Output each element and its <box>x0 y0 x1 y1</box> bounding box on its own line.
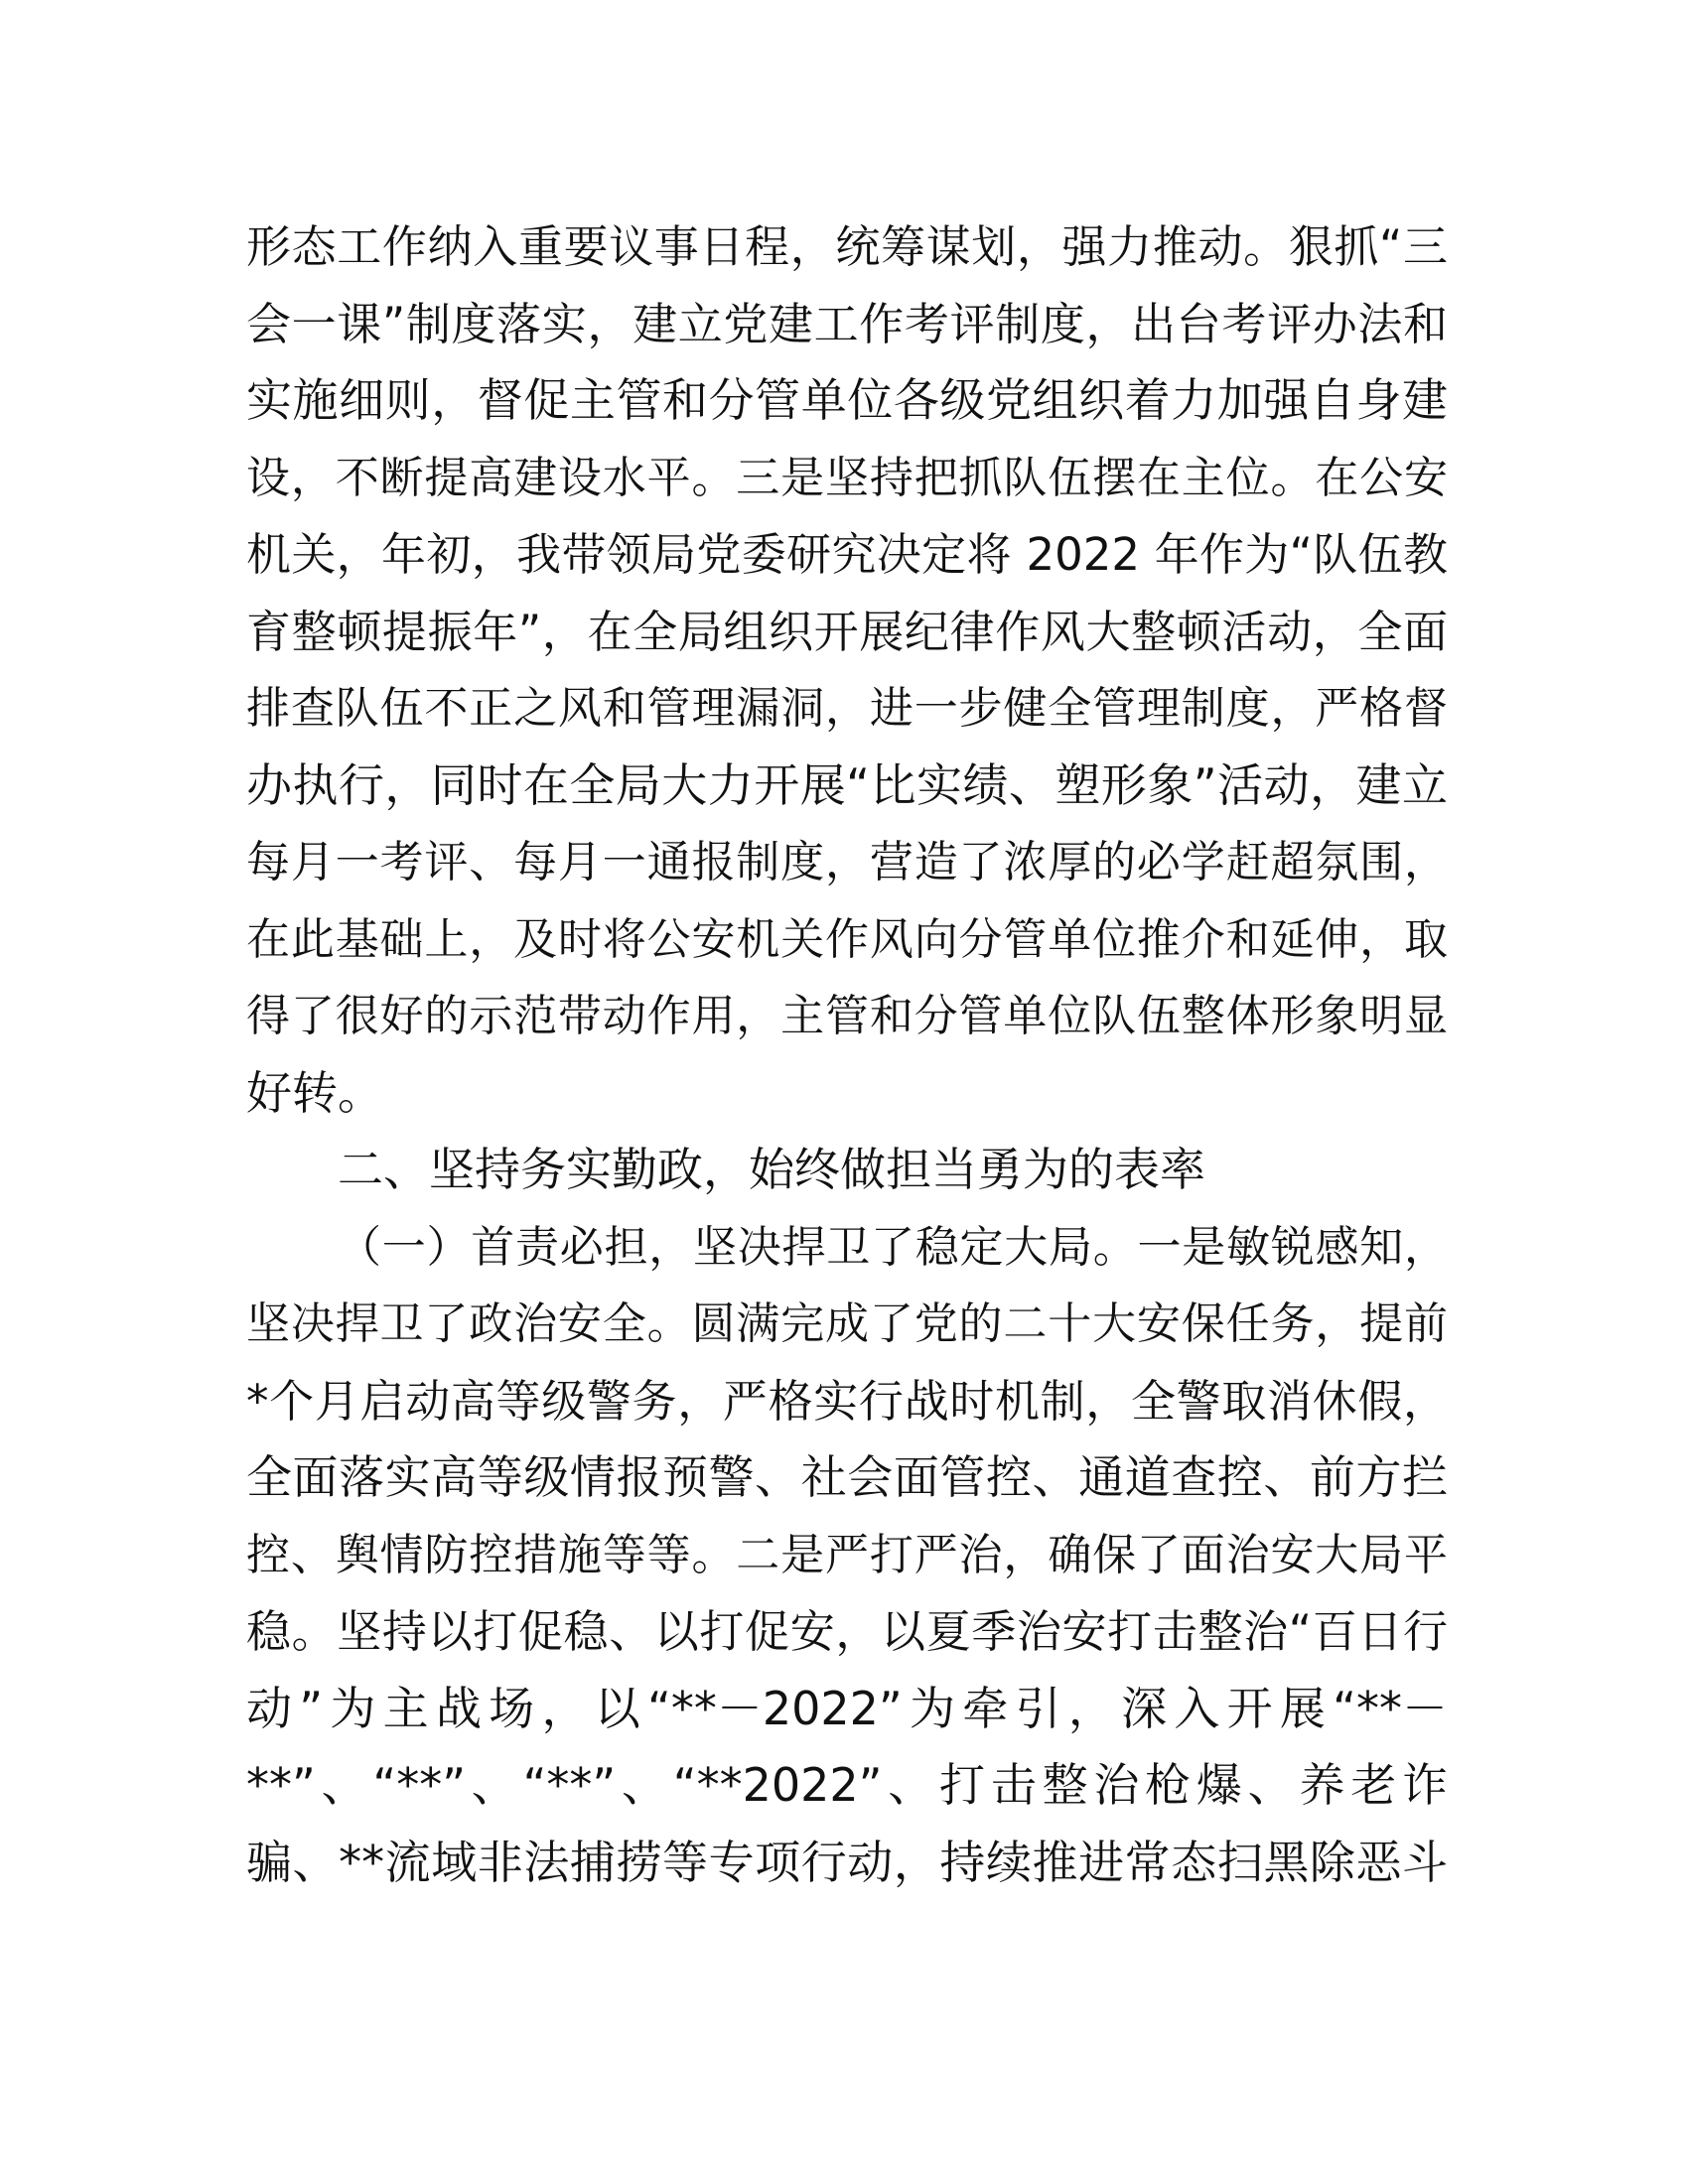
text-line: 在此基础上，及时将公安机关作风向分管单位推介和延伸，取 <box>246 913 1448 965</box>
text-line: 设，不断提高建设水平。三是坚持把抓队伍摆在主位。在公安 <box>246 452 1448 503</box>
text-line: 骗、**流域非法捕捞等专项行动，持续推进常态扫黑除恶斗 <box>246 1835 1448 1889</box>
text-line: 排查队伍不正之风和管理漏洞，进一步健全管理制度，严格督 <box>246 683 1448 734</box>
paragraph-stability <box>246 1209 1448 1902</box>
text-line: 好转。 <box>246 1065 383 1120</box>
text-line: 稳。坚持以打促稳、以打促安，以夏季治安打击整治“百日行 <box>246 1605 1448 1658</box>
text-line: 控、舆情防控措施等等。二是严打严治，确保了面治安大局平 <box>246 1529 1448 1580</box>
section-heading-text: 二、坚持务实勤政，始终做担当勇为的表率 <box>338 1143 1205 1196</box>
text-line: 实施细则，督促主管和分管单位各级党组织着力加强自身建 <box>246 373 1448 427</box>
section-heading <box>246 1132 1448 1209</box>
paragraph-party-building <box>246 208 1448 1132</box>
text-line: 坚决捍卫了政治安全。圆满完成了党的二十大安保任务，提前 <box>246 1298 1448 1349</box>
text-line: （一）首责必担，坚决捍卫了稳定大局。一是敏锐感知， <box>338 1221 1448 1273</box>
text-line: 形态工作纳入重要议事日程，统筹谋划，强力推动。狠抓“三 <box>246 220 1448 273</box>
text-line: 机关，年初，我带领局党委研究决定将 2022 年作为“队伍教 <box>246 528 1448 581</box>
text-line: 办执行，同时在全局大力开展“比实绩、塑形象”活动，建立 <box>246 757 1448 812</box>
text-line: **”、“**”、“**”、“**2022”、打击整治枪爆、养老诈 <box>246 1758 1448 1812</box>
document-body <box>246 208 1448 1901</box>
text-line: *个月启动高等级警务，严格实行战时机制，全警取消休假， <box>246 1374 1448 1428</box>
text-line: 得了很好的示范带动作用，主管和分管单位队伍整体形象明显 <box>246 991 1448 1041</box>
text-line: 会一课”制度落实，建立党建工作考评制度，出台考评办法和 <box>246 297 1448 350</box>
text-line: 全面落实高等级情报预警、社会面管控、通道查控、前方拦 <box>246 1450 1448 1504</box>
text-line: 每月一考评、每月一通报制度，营造了浓厚的必学赶超氛围， <box>246 837 1448 887</box>
text-line: 育整顿提振年”，在全局组织开展纪律作风大整顿活动，全面 <box>246 605 1448 658</box>
text-line: 动”为主战场，以“**－2022”为牵引，深入开展“**－ <box>246 1681 1448 1735</box>
